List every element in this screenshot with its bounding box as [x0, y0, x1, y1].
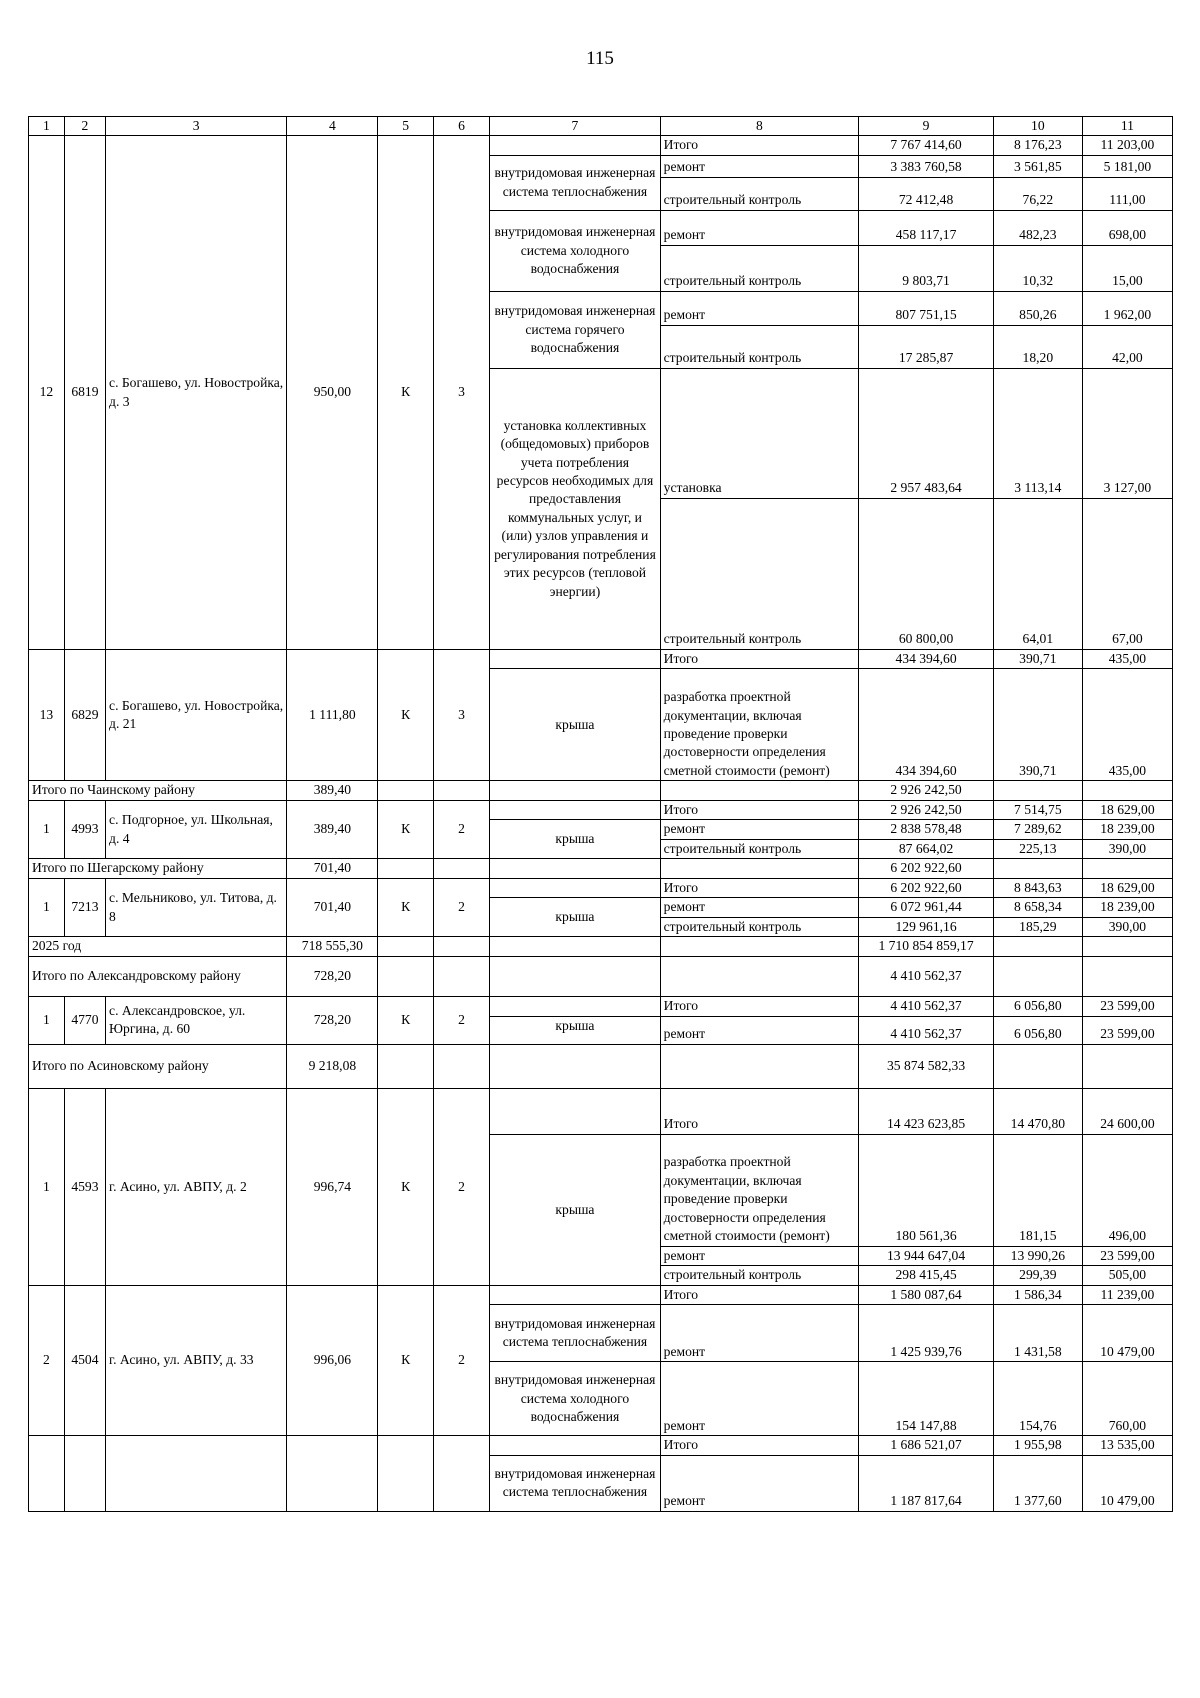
empty-cell [378, 956, 433, 996]
total-cost: 1 580 087,64 [859, 1285, 994, 1304]
building-code: 6829 [64, 649, 105, 780]
col-header: 8 [660, 117, 859, 136]
empty-cell [1082, 781, 1172, 800]
max-unit-cost: 18 239,00 [1082, 898, 1172, 917]
work-type-cell [490, 878, 660, 897]
work-type-cell [490, 1285, 660, 1304]
max-unit-cost: 435,00 [1082, 649, 1172, 668]
building-address: г. Асино, ул. АВПУ, д. 2 [106, 1088, 287, 1285]
unit-cost: 3 113,14 [993, 368, 1082, 498]
max-unit-cost: 18 239,00 [1082, 820, 1172, 839]
total-cost: 458 117,17 [859, 210, 994, 245]
work-type: установка коллективных (общедомовых) приборов учета потребления ресурсов необходимых для предоставления коммунальных услуг, и (или) узлов управления и регулирования потребления этих ресурсов (тепловой энергии) [490, 368, 660, 649]
building-area: 1 111,80 [287, 649, 378, 780]
cost-label: строительный контроль [660, 177, 859, 210]
cost-label: строительный контроль [660, 498, 859, 649]
max-unit-cost: 13 535,00 [1082, 1436, 1172, 1455]
district-total-row [29, 781, 1173, 800]
cost-label: ремонт [660, 898, 859, 917]
unit-cost: 154,76 [993, 1362, 1082, 1436]
building-address: г. Асино, ул. АВПУ, д. 33 [106, 1285, 287, 1435]
max-unit-cost: 42,00 [1082, 325, 1172, 368]
cost-label: ремонт [660, 1305, 859, 1362]
work-type-cell [490, 996, 660, 1016]
unit-cost: 8 843,63 [993, 878, 1082, 897]
cost-label: строительный контроль [660, 917, 859, 936]
total-cost: 154 147,88 [859, 1362, 994, 1436]
unit-cost: 8 176,23 [993, 136, 1082, 155]
year-total-row [29, 937, 1173, 956]
cost-label: Итого [660, 136, 859, 155]
empty-cell [660, 937, 859, 956]
total-cost: 87 664,02 [859, 839, 994, 858]
empty-cell [64, 1436, 105, 1511]
unit-cost: 390,71 [993, 669, 1082, 781]
unit-cost: 6 056,80 [993, 1016, 1082, 1044]
total-cost: 1 187 817,64 [859, 1455, 994, 1511]
max-unit-cost: 11 203,00 [1082, 136, 1172, 155]
row-number: 12 [29, 136, 65, 649]
unit-cost: 3 561,85 [993, 155, 1082, 177]
empty-cell [660, 781, 859, 800]
total-cost: 4 410 562,37 [859, 996, 994, 1016]
col-header: 10 [993, 117, 1082, 136]
empty-cell [490, 1044, 660, 1088]
cost-label: ремонт [660, 820, 859, 839]
unit-cost: 64,01 [993, 498, 1082, 649]
max-unit-cost: 23 599,00 [1082, 1246, 1172, 1265]
max-unit-cost: 10 479,00 [1082, 1455, 1172, 1511]
work-type: крыша [490, 820, 660, 859]
work-type: крыша [490, 898, 660, 937]
building-area: 996,74 [287, 1088, 378, 1285]
work-type-cell [490, 649, 660, 668]
district-total-area: 701,40 [287, 859, 378, 878]
building-type: 2 [433, 800, 489, 858]
district-total-cost: 2 926 242,50 [859, 781, 994, 800]
total-cost: 298 415,45 [859, 1266, 994, 1285]
max-unit-cost: 23 599,00 [1082, 996, 1172, 1016]
total-cost: 434 394,60 [859, 649, 994, 668]
col-header: 5 [378, 117, 433, 136]
year-total-cost: 1 710 854 859,17 [859, 937, 994, 956]
building-address: с. Подгорное, ул. Школьная, д. 4 [106, 800, 287, 858]
work-type: внутридомовая инженерная система теплоснабжения [490, 1305, 660, 1362]
column-header-row [29, 117, 1173, 136]
building-category: К [378, 800, 433, 858]
col-header: 9 [859, 117, 994, 136]
unit-cost: 6 056,80 [993, 996, 1082, 1016]
cost-label: ремонт [660, 291, 859, 325]
district-total-cost: 6 202 922,60 [859, 859, 994, 878]
building-code: 4593 [64, 1088, 105, 1285]
work-type: внутридомовая инженерная система холодного водоснабжения [490, 210, 660, 291]
unit-cost: 7 514,75 [993, 800, 1082, 819]
empty-cell [1082, 956, 1172, 996]
unit-cost: 1 586,34 [993, 1285, 1082, 1304]
total-cost: 2 926 242,50 [859, 800, 994, 819]
district-total-label: Итого по Асиновскому району [29, 1044, 287, 1088]
building-category: К [378, 996, 433, 1044]
row-number: 1 [29, 800, 65, 858]
unit-cost: 13 990,26 [993, 1246, 1082, 1265]
empty-cell [287, 1436, 378, 1511]
table-row [29, 1285, 1173, 1304]
max-unit-cost: 10 479,00 [1082, 1305, 1172, 1362]
building-code: 4504 [64, 1285, 105, 1435]
empty-cell [378, 1044, 433, 1088]
district-total-area: 9 218,08 [287, 1044, 378, 1088]
max-unit-cost: 24 600,00 [1082, 1088, 1172, 1134]
building-code: 4993 [64, 800, 105, 858]
building-area: 389,40 [287, 800, 378, 858]
max-unit-cost: 505,00 [1082, 1266, 1172, 1285]
total-cost: 14 423 623,85 [859, 1088, 994, 1134]
work-type: крыша [490, 1134, 660, 1285]
cost-label: Итого [660, 800, 859, 819]
col-header: 3 [106, 117, 287, 136]
empty-cell [993, 781, 1082, 800]
building-address: с. Богашево, ул. Новостройка, д. 21 [106, 649, 287, 780]
col-header: 1 [29, 117, 65, 136]
total-cost: 1 425 939,76 [859, 1305, 994, 1362]
total-cost: 180 561,36 [859, 1134, 994, 1246]
district-total-row [29, 859, 1173, 878]
total-cost: 129 961,16 [859, 917, 994, 936]
empty-cell [433, 937, 489, 956]
building-area: 996,06 [287, 1285, 378, 1435]
building-type: 2 [433, 878, 489, 936]
empty-cell [993, 1044, 1082, 1088]
unit-cost: 181,15 [993, 1134, 1082, 1246]
building-code: 6819 [64, 136, 105, 649]
cost-label: Итого [660, 1285, 859, 1304]
cost-label: строительный контроль [660, 245, 859, 291]
total-cost: 2 838 578,48 [859, 820, 994, 839]
max-unit-cost: 18 629,00 [1082, 800, 1172, 819]
empty-cell [433, 1044, 489, 1088]
empty-cell [490, 937, 660, 956]
total-cost: 807 751,15 [859, 291, 994, 325]
table-row [29, 878, 1173, 897]
year-total-label: 2025 год [29, 937, 287, 956]
cost-label: ремонт [660, 1362, 859, 1436]
row-number: 1 [29, 878, 65, 936]
work-type-cell [490, 1436, 660, 1455]
total-cost: 60 800,00 [859, 498, 994, 649]
cost-label: строительный контроль [660, 1266, 859, 1285]
building-category: К [378, 1088, 433, 1285]
district-total-cost: 4 410 562,37 [859, 956, 994, 996]
building-address: с. Александровское, ул. Юргина, д. 60 [106, 996, 287, 1044]
work-type: внутридомовая инженерная система холодного водоснабжения [490, 1362, 660, 1436]
max-unit-cost: 390,00 [1082, 917, 1172, 936]
work-type-cell [490, 136, 660, 155]
building-category: К [378, 878, 433, 936]
building-type: 2 [433, 1285, 489, 1435]
district-total-label: Итого по Александровскому району [29, 956, 287, 996]
unit-cost: 7 289,62 [993, 820, 1082, 839]
unit-cost: 76,22 [993, 177, 1082, 210]
district-total-area: 389,40 [287, 781, 378, 800]
empty-cell [490, 859, 660, 878]
unit-cost: 390,71 [993, 649, 1082, 668]
row-number: 1 [29, 1088, 65, 1285]
unit-cost: 299,39 [993, 1266, 1082, 1285]
max-unit-cost: 23 599,00 [1082, 1016, 1172, 1044]
table-row [29, 649, 1173, 668]
total-cost: 13 944 647,04 [859, 1246, 994, 1265]
max-unit-cost: 1 962,00 [1082, 291, 1172, 325]
unit-cost: 1 431,58 [993, 1305, 1082, 1362]
empty-cell [29, 1436, 65, 1511]
building-area: 950,00 [287, 136, 378, 649]
building-address: с. Мельниково, ул. Титова, д. 8 [106, 878, 287, 936]
building-category: К [378, 649, 433, 780]
cost-label: строительный контроль [660, 839, 859, 858]
building-category: К [378, 1285, 433, 1435]
work-type: крыша [490, 1016, 660, 1044]
work-type: крыша [490, 669, 660, 781]
work-type: внутридомовая инженерная система горячего водоснабжения [490, 291, 660, 368]
row-number: 1 [29, 996, 65, 1044]
empty-cell [660, 956, 859, 996]
capital-repair-table [28, 116, 1173, 1512]
empty-cell [433, 956, 489, 996]
unit-cost: 18,20 [993, 325, 1082, 368]
building-code: 4770 [64, 996, 105, 1044]
unit-cost: 8 658,34 [993, 898, 1082, 917]
cost-label: разработка проектной документации, включая проведение проверки достоверности определения сметной стоимости (ремонт) [660, 669, 859, 781]
district-total-cost: 35 874 582,33 [859, 1044, 994, 1088]
cost-label: ремонт [660, 155, 859, 177]
empty-cell [993, 859, 1082, 878]
total-cost: 7 767 414,60 [859, 136, 994, 155]
empty-cell [378, 859, 433, 878]
district-total-label: Итого по Чаинскому району [29, 781, 287, 800]
max-unit-cost: 15,00 [1082, 245, 1172, 291]
max-unit-cost: 698,00 [1082, 210, 1172, 245]
col-header: 7 [490, 117, 660, 136]
total-cost: 9 803,71 [859, 245, 994, 291]
cost-label: установка [660, 368, 859, 498]
total-cost: 72 412,48 [859, 177, 994, 210]
col-header: 6 [433, 117, 489, 136]
empty-cell [660, 1044, 859, 1088]
district-total-area: 728,20 [287, 956, 378, 996]
work-type-cell [490, 800, 660, 819]
unit-cost: 14 470,80 [993, 1088, 1082, 1134]
building-type: 3 [433, 136, 489, 649]
cost-label: ремонт [660, 1016, 859, 1044]
empty-cell [490, 956, 660, 996]
building-area: 728,20 [287, 996, 378, 1044]
col-header: 11 [1082, 117, 1172, 136]
work-type: внутридомовая инженерная система теплоснабжения [490, 155, 660, 210]
max-unit-cost: 390,00 [1082, 839, 1172, 858]
building-area: 701,40 [287, 878, 378, 936]
page-number: 115 [586, 48, 614, 69]
max-unit-cost: 11 239,00 [1082, 1285, 1172, 1304]
total-cost: 1 686 521,07 [859, 1436, 994, 1455]
district-total-row [29, 1044, 1173, 1088]
empty-cell [378, 937, 433, 956]
max-unit-cost: 3 127,00 [1082, 368, 1172, 498]
work-type-cell [490, 1088, 660, 1134]
unit-cost: 1 955,98 [993, 1436, 1082, 1455]
empty-cell [993, 956, 1082, 996]
building-type: 2 [433, 996, 489, 1044]
year-total-area: 718 555,30 [287, 937, 378, 956]
max-unit-cost: 111,00 [1082, 177, 1172, 210]
max-unit-cost: 18 629,00 [1082, 878, 1172, 897]
cost-label: Итого [660, 996, 859, 1016]
building-type: 3 [433, 649, 489, 780]
building-category: К [378, 136, 433, 649]
empty-cell [490, 781, 660, 800]
col-header: 2 [64, 117, 105, 136]
empty-cell [660, 859, 859, 878]
col-header: 4 [287, 117, 378, 136]
table-row [29, 136, 1173, 155]
unit-cost: 482,23 [993, 210, 1082, 245]
building-address: с. Богашево, ул. Новостройка, д. 3 [106, 136, 287, 649]
table-row [29, 800, 1173, 819]
unit-cost: 10,32 [993, 245, 1082, 291]
empty-cell [378, 1436, 433, 1511]
building-type: 2 [433, 1088, 489, 1285]
total-cost: 3 383 760,58 [859, 155, 994, 177]
empty-cell [1082, 859, 1172, 878]
max-unit-cost: 760,00 [1082, 1362, 1172, 1436]
cost-label: Итого [660, 1436, 859, 1455]
cost-label: ремонт [660, 210, 859, 245]
unit-cost: 1 377,60 [993, 1455, 1082, 1511]
max-unit-cost: 496,00 [1082, 1134, 1172, 1246]
empty-cell [433, 781, 489, 800]
table-row [29, 1436, 1173, 1455]
cost-label: разработка проектной документации, включая проведение проверки достоверности определения сметной стоимости (ремонт) [660, 1134, 859, 1246]
max-unit-cost: 5 181,00 [1082, 155, 1172, 177]
district-total-row [29, 956, 1173, 996]
cost-label: ремонт [660, 1246, 859, 1265]
cost-label: Итого [660, 649, 859, 668]
max-unit-cost: 67,00 [1082, 498, 1172, 649]
total-cost: 2 957 483,64 [859, 368, 994, 498]
empty-cell [378, 781, 433, 800]
unit-cost: 185,29 [993, 917, 1082, 936]
cost-label: Итого [660, 1088, 859, 1134]
empty-cell [433, 1436, 489, 1511]
row-number: 13 [29, 649, 65, 780]
empty-cell [433, 859, 489, 878]
total-cost: 434 394,60 [859, 669, 994, 781]
total-cost: 17 285,87 [859, 325, 994, 368]
total-cost: 4 410 562,37 [859, 1016, 994, 1044]
empty-cell [1082, 937, 1172, 956]
district-total-label: Итого по Шегарскому району [29, 859, 287, 878]
row-number: 2 [29, 1285, 65, 1435]
unit-cost: 850,26 [993, 291, 1082, 325]
total-cost: 6 072 961,44 [859, 898, 994, 917]
work-type: внутридомовая инженерная система теплоснабжения [490, 1455, 660, 1511]
max-unit-cost: 435,00 [1082, 669, 1172, 781]
empty-cell [1082, 1044, 1172, 1088]
building-code: 7213 [64, 878, 105, 936]
empty-cell [106, 1436, 287, 1511]
table-row [29, 996, 1173, 1016]
unit-cost: 225,13 [993, 839, 1082, 858]
cost-label: ремонт [660, 1455, 859, 1511]
table-row [29, 1088, 1173, 1134]
cost-label: строительный контроль [660, 325, 859, 368]
empty-cell [993, 937, 1082, 956]
total-cost: 6 202 922,60 [859, 878, 994, 897]
cost-label: Итого [660, 878, 859, 897]
